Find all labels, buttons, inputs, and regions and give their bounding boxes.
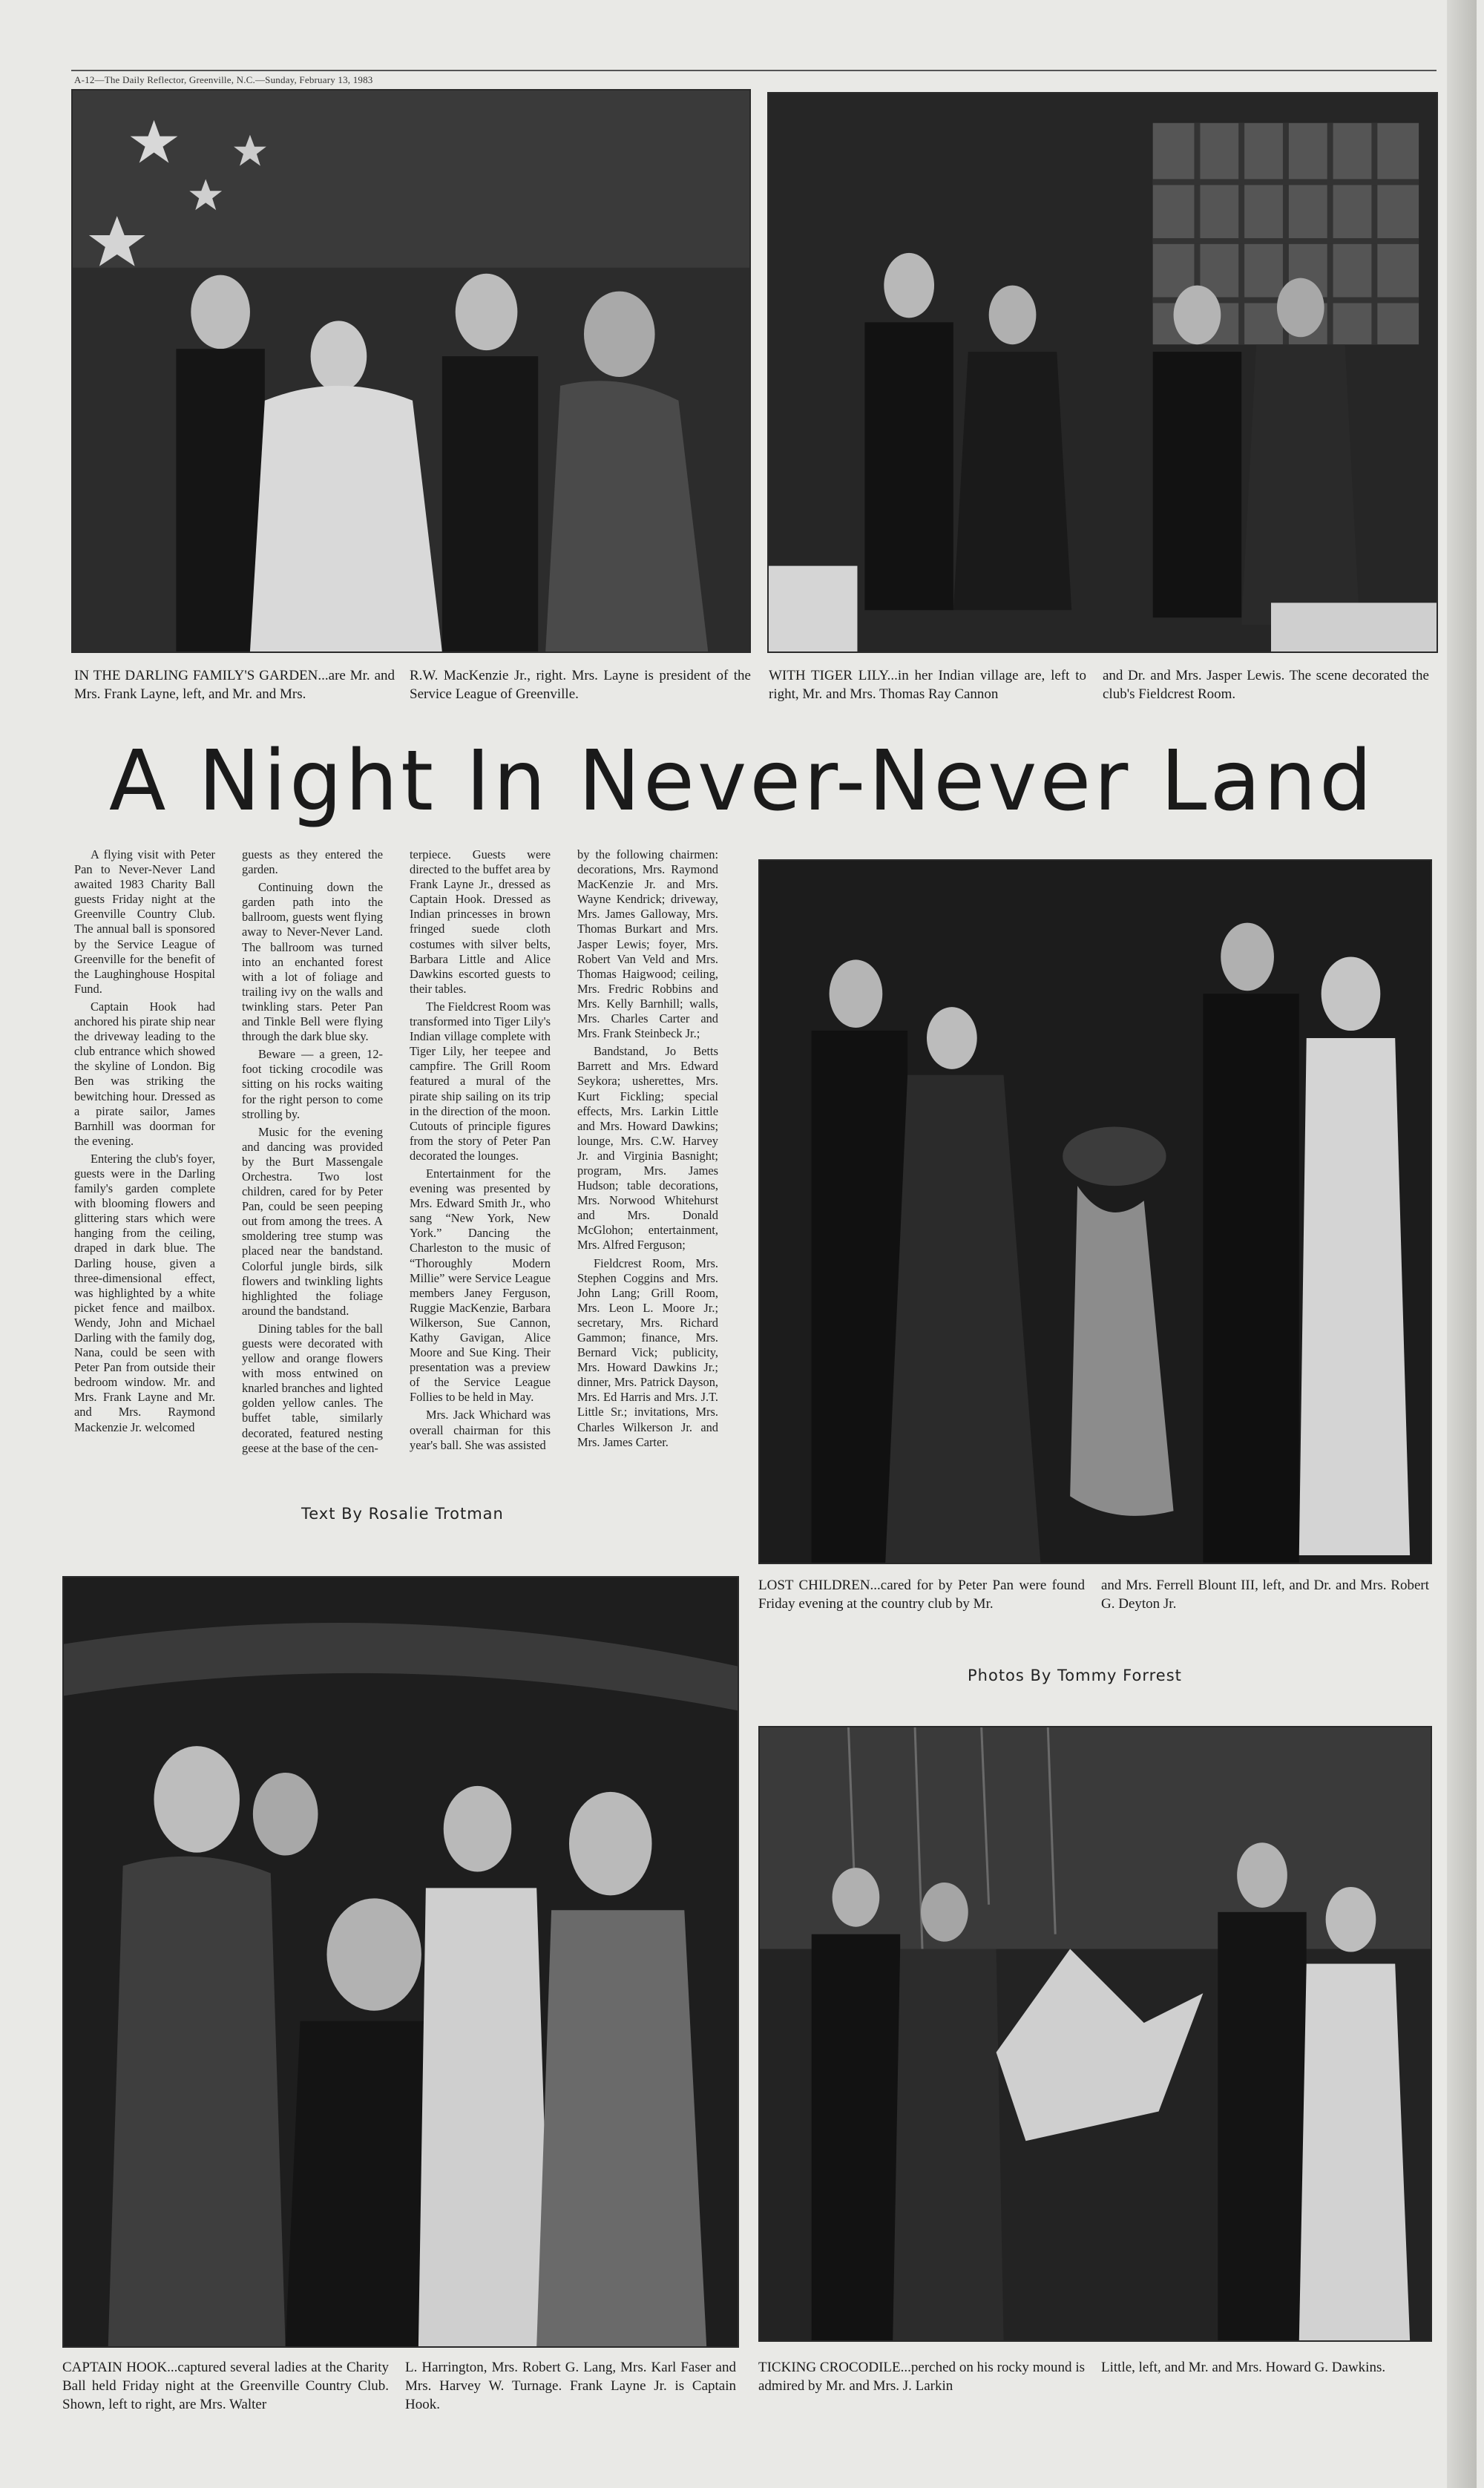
- photo-ticking-crocodile: [758, 1726, 1432, 2342]
- article-paragraph: The Fieldcrest Room was transformed into Tiger Lily's Indian village complete with Tiger Lily, her teepee and campfire. The Grill Room featured a mural of the pirate ship sailing on its trip in the direction of the moon. Cutouts of principle figures from the story of Peter Pan decorated the lounges.: [410, 999, 551, 1163]
- article-column-1: [74, 847, 215, 1438]
- caption-darling-part1: IN THE DARLING FAMILY'S GARDEN...are Mr. and Mrs. Frank Layne, left, and Mr. and Mrs.: [74, 668, 395, 702]
- photo-ticking-crocodile-image: [760, 1727, 1431, 2340]
- caption-darling-part2: R.W. MacKenzie Jr., right. Mrs. Layne is president of the Service League of Greenville.: [410, 668, 751, 702]
- article-paragraph: Music for the evening and dancing was provided by the Burt Massengale Orchestra. Two lost children, cared for by Peter Pan, could be seen peeping out from among the trees. A smoldering tree stump was placed near the bandstand. Colorful jungle birds, silk flowers and twinkling lights highlighted the foliage around the bandstand.: [242, 1124, 383, 1318]
- photo-tiger-lily-image: [769, 93, 1437, 651]
- article-paragraph: guests as they entered the garden.: [242, 847, 383, 877]
- photo-captain-hook-image: [64, 1578, 738, 2346]
- article-paragraph: Dining tables for the ball guests were decorated with yellow and orange flowers with moss entwined on knarled branches and lighted golden yellow canles. The buffet table, similarly decorated, featured nesting geese at the base of the cen-: [242, 1321, 383, 1455]
- text-credit: Text By Rosalie Trotman: [301, 1505, 504, 1523]
- caption-lost-part1: LOST CHILDREN...cared for by Peter Pan were found Friday evening at the country club by Mr.: [758, 1578, 1085, 1612]
- caption-tiger-part1: WITH TIGER LILY...in her Indian village are, left to right, Mr. and Mrs. Thomas Ray Cannon: [769, 668, 1086, 702]
- article-paragraph: A flying visit with Peter Pan to Never-Never Land awaited 1983 Charity Ball guests Friday night at the Greenville Country Club. The annual ball is sponsored by the Service League of Greenville for the benefit of the Laughinghouse Hospital Fund.: [74, 847, 215, 996]
- caption-hook-part1: CAPTAIN HOOK...captured several ladies at the Charity Ball held Friday night at the Greenville Country Club. Shown, left to right, are Mrs. Walter: [62, 2360, 389, 2412]
- caption-hook-part2: L. Harrington, Mrs. Robert G. Lang, Mrs. Karl Faser and Mrs. Harvey W. Turnage. Frank Layne Jr. is Captain Hook.: [405, 2360, 736, 2412]
- photo-darling-garden: [71, 89, 751, 653]
- photo-darling-garden-image: [73, 91, 749, 651]
- page-fold-shadow: [1447, 0, 1477, 2488]
- article-paragraph: by the following chairmen: decorations, Mrs. Raymond MacKenzie Jr. and Mrs. Wayne Kendrick; driveway, Mrs. James Galloway, Mrs. Thomas Burkart and Mrs. Jasper Lewis; foyer, Mrs. Robert Van Veld and Mrs. Thomas Haigwood; ceiling, Mrs. Fredric Robbins and Mrs. Kelly Barnhill; walls, Mrs. Charles Carter and Mrs. Frank Steinbeck Jr.;: [577, 847, 718, 1041]
- caption-croc-part2: Little, left, and Mr. and Mrs. Howard G. Dawkins.: [1101, 2360, 1386, 2375]
- photo-lost-children-image: [760, 861, 1431, 1563]
- article-paragraph: Entertainment for the evening was presented by Mrs. Edward Smith Jr., who sang “New York, New York.” Dancing the Charleston to the music of “Thoroughly Modern Millie” were Service League members Janey Ferguson, Ruggie MacKenzie, Barbara Wilkerson, Sue Cannon, Kathy Gavigan, Alice Moore and Sue King. Their presentation was a preview of the Service League Follies to be held in May.: [410, 1166, 551, 1405]
- photo-tiger-lily: [767, 92, 1438, 653]
- caption-lost-part2: and Mrs. Ferrell Blount III, left, and Dr. and Mrs. Robert G. Deyton Jr.: [1101, 1578, 1429, 1612]
- caption-croc-part1: TICKING CROCODILE...perched on his rocky mound is admired by Mr. and Mrs. J. Larkin: [758, 2360, 1085, 2394]
- top-rule: [71, 70, 1437, 71]
- article-paragraph: terpiece. Guests were directed to the buffet area by Frank Layne Jr., dressed as Captain Hook. Dressed as Indian princesses in brown fringed suede cloth costumes with silver belts, Barbara Little and Alice Dawkins escorted guests to their tables.: [410, 847, 551, 996]
- article-column-2: [242, 847, 383, 1459]
- article-paragraph: Beware — a green, 12-foot ticking crocodile was sitting on his rocks waiting for the right person to come strolling by.: [242, 1047, 383, 1121]
- article-paragraph: Entering the club's foyer, guests were in the Darling family's garden complete with blooming flowers and glittering stars which were hanging from the ceiling, draped in dark blue. The Darling house, given a three-dimensional effect, was highlighted by a white picket fence and mailbox. Wendy, John and Michael Darling with the family dog, Nana, could be seen with Peter Pan from outside their bedroom window. Mr. and Mrs. Frank Layne and Mr. and Mrs. Raymond Mackenzie Jr. welcomed: [74, 1151, 215, 1434]
- article-column-3: [410, 847, 551, 1456]
- article-paragraph: Continuing down the garden path into the ballroom, guests went flying away to Never-Never Land. The ballroom was turned into an enchanted forest with a lot of foliage and trailing ivy on the walls and twinkling stars. Peter Pan and Tinkle Bell were flying through the dark blue sky.: [242, 880, 383, 1044]
- article-paragraph: Mrs. Jack Whichard was overall chairman for this year's ball. She was assisted: [410, 1408, 551, 1452]
- headline: A Night In Never-Never Land: [108, 733, 1376, 830]
- running-head: A-12—The Daily Reflector, Greenville, N.C.—Sunday, February 13, 1983: [74, 74, 373, 85]
- photo-captain-hook: [62, 1576, 739, 2348]
- article-paragraph: Fieldcrest Room, Mrs. Stephen Coggins and Mrs. John Lang; Grill Room, Mrs. Leon L. Moore Jr.; secretary, Mrs. Richard Gammon; finance, Mrs. Bernard Vick; publicity, Mrs. Howard Dawkins Jr.; dinner, Mrs. Patrick Dayson, Mrs. Ed Harris and Mrs. J.T. Little Sr.; invitations, Mrs. Charles Wilkerson Jr. and Mrs. James Carter.: [577, 1256, 718, 1449]
- article-paragraph: Captain Hook had anchored his pirate ship near the driveway leading to the club entrance which showed the skyline of London. Big Ben was striking the bewitching hour. Dressed as a pirate sailor, James Barnhill was doorman for the evening.: [74, 999, 215, 1148]
- photo-credit: Photos By Tommy Forrest: [968, 1667, 1182, 1684]
- caption-tiger-part2: and Dr. and Mrs. Jasper Lewis. The scene decorated the club's Fieldcrest Room.: [1103, 668, 1429, 702]
- article-column-4: [577, 847, 718, 1453]
- photo-lost-children: [758, 859, 1432, 1564]
- article-paragraph: Bandstand, Jo Betts Barrett and Mrs. Edward Seykora; usherettes, Mrs. Kurt Fickling; special effects, Mrs. Larkin Little and Mrs. Howard Dawkins; lounge, Mrs. C.W. Harvey Jr. and Virginia Basnight; program, Mrs. James Hudson; table decorations, Mrs. Norwood Whitehurst and Mrs. Donald McGlohon; entertainment, Mrs. Alfred Ferguson;: [577, 1044, 718, 1253]
